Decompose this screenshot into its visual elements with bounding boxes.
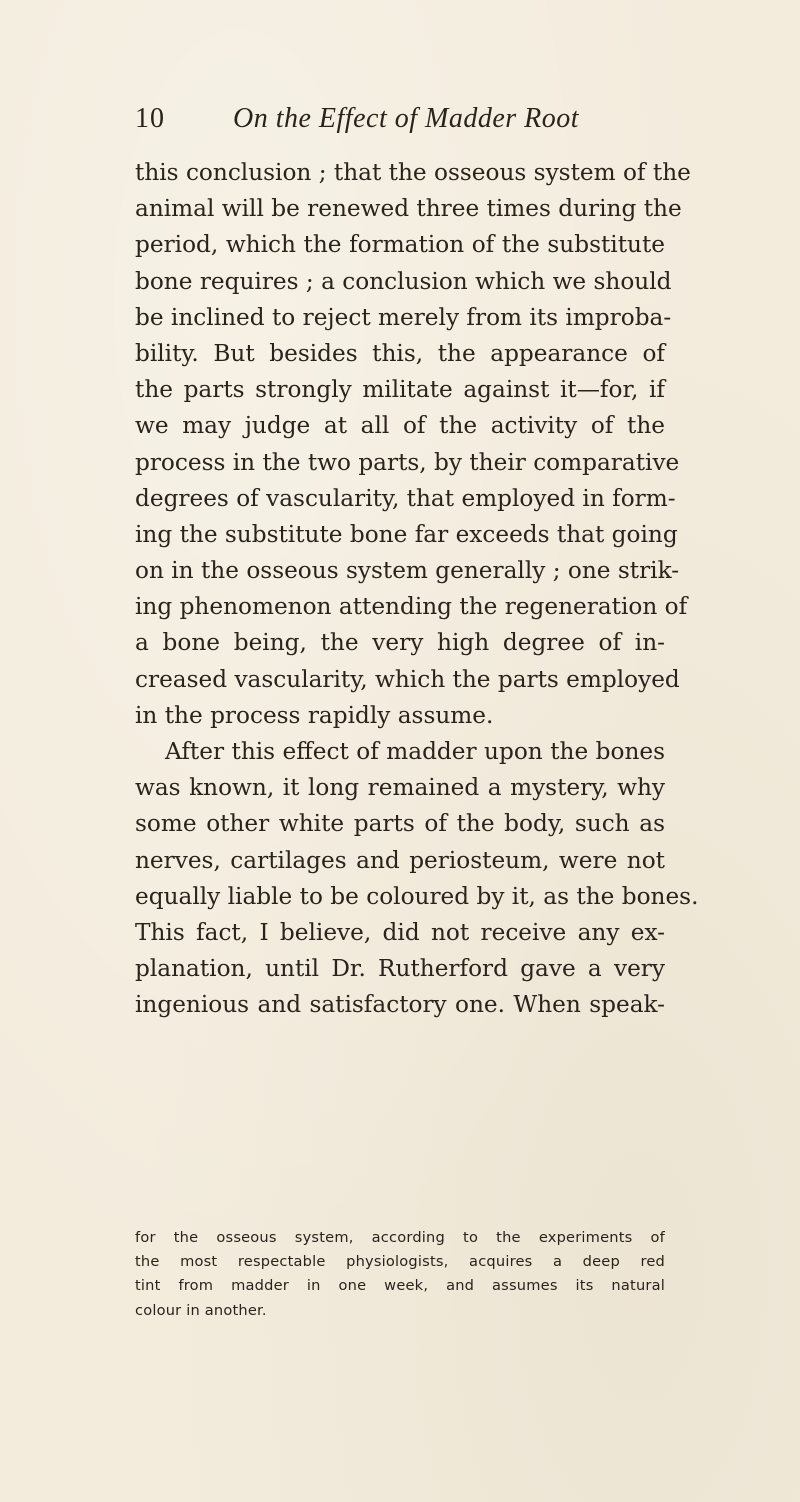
paragraph-end-line: in the process rapidly assume. <box>135 701 494 729</box>
text-line: some other white parts of the body, such as <box>135 810 665 838</box>
running-title: On the Effect of Madder Root <box>233 103 580 134</box>
body-text <box>135 155 699 1024</box>
text-line: animal will be renewed three times during the <box>135 195 682 223</box>
text-line: period, which the formation of the substitute <box>135 231 665 259</box>
paragraph-start-line: After this effect of madder upon the bones <box>165 738 665 765</box>
text-line: we may judge at all of the activity of the <box>135 412 665 440</box>
text-line: process in the two parts, by their comparative <box>135 448 680 476</box>
text-line: degrees of vascularity, that employed in form- <box>135 484 676 512</box>
page-number: 10 <box>135 103 165 134</box>
text-line: was known, it long remained a mystery, why <box>135 774 665 802</box>
text-line: This fact, I believe, did not receive any ex- <box>135 918 665 946</box>
footnote-line: the most respectable physiologists, acquires a deep red <box>135 1253 665 1271</box>
footnote <box>135 1226 665 1323</box>
text-line: equally liable to be coloured by it, as the bones. <box>135 882 699 910</box>
text-line: on in the osseous system generally ; one strik- <box>135 557 680 585</box>
text-line: planation, until Dr. Rutherford gave a very <box>135 955 665 983</box>
text-line: bility. But besides this, the appearance of <box>135 339 665 367</box>
text-line: nerves, cartilages and periosteum, were not <box>135 846 665 874</box>
text-line: a bone being, the very high degree of in- <box>135 629 665 657</box>
text-line: this conclusion ; that the osseous system of the <box>135 159 691 186</box>
footnote-line: for the osseous system, according to the experiments of <box>135 1229 665 1246</box>
footnote-line: colour in another. <box>135 1301 267 1319</box>
text-line: the parts strongly militate against it—for, if <box>135 376 665 404</box>
text-line: ing phenomenon attending the regeneration of <box>135 593 688 621</box>
running-head <box>135 103 695 143</box>
text-line: ing the substitute bone far exceeds that going <box>135 520 678 548</box>
text-line: be inclined to reject merely from its improba- <box>135 303 672 331</box>
footnote-line: tint from madder in one week, and assumes its natural <box>135 1277 665 1295</box>
text-line: ingenious and satisfactory one. When speak- <box>135 991 665 1019</box>
text-line: bone requires ; a conclusion which we should <box>135 267 672 295</box>
text-line: creased vascularity, which the parts employed <box>135 665 680 693</box>
